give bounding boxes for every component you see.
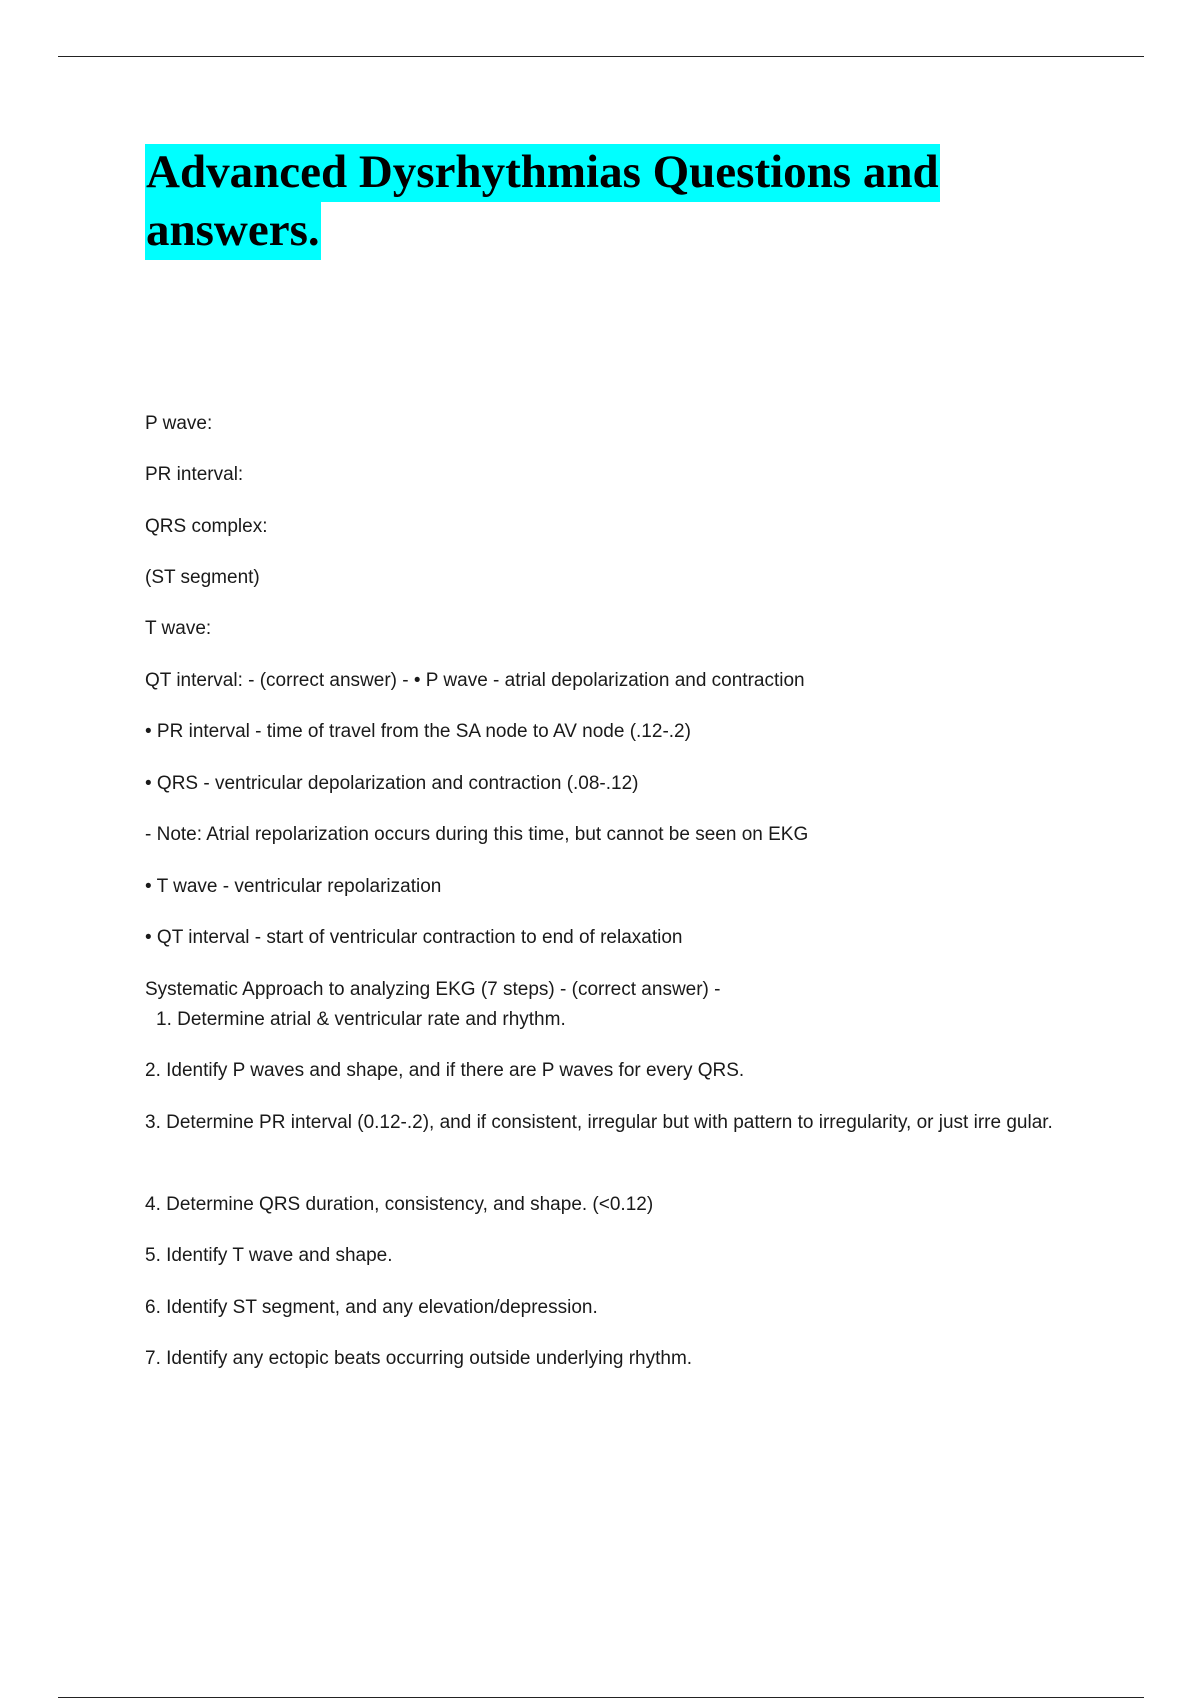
answer-pr-interval: • PR interval - time of travel from the SA node to AV node (.12-.2): [145, 721, 691, 742]
step-1: 1. Determine atrial & ventricular rate and rhythm.: [156, 1009, 566, 1030]
term-p-wave: P wave:: [145, 413, 213, 434]
step-5: 5. Identify T wave and shape.: [145, 1245, 393, 1266]
bottom-rule: [58, 1697, 1144, 1698]
step-4: 4. Determine QRS duration, consistency, and shape. (<0.12): [145, 1194, 654, 1215]
step-6: 6. Identify ST segment, and any elevation/depression.: [145, 1297, 598, 1318]
answer-t-wave: • T wave - ventricular repolarization: [145, 876, 442, 897]
answer-qt-interval: • QT interval - start of ventricular contraction to end of relaxation: [145, 927, 683, 948]
answer-note: - Note: Atrial repolarization occurs during this time, but cannot be seen on EKG: [145, 824, 809, 845]
step-3: 3. Determine PR interval (0.12-.2), and if consistent, irregular but with pattern to irregularity, or just irre gular.: [145, 1112, 1053, 1133]
answer-qrs: • QRS - ventricular depolarization and contraction (.08-.12): [145, 773, 639, 794]
term-pr-interval: PR interval:: [145, 464, 244, 485]
page-title: [145, 143, 1045, 259]
term-st-segment: (ST segment): [145, 567, 260, 588]
top-rule: [58, 56, 1144, 57]
step-2: 2. Identify P waves and shape, and if there are P waves for every QRS.: [145, 1060, 745, 1081]
term-qrs-complex: QRS complex:: [145, 516, 268, 537]
question-systematic-approach: Systematic Approach to analyzing EKG (7 steps) - (correct answer) -: [145, 979, 721, 1000]
step-7: 7. Identify any ectopic beats occurring outside underlying rhythm.: [145, 1348, 693, 1369]
title-highlight: Advanced Dysrhythmias Questions and answers.: [145, 144, 940, 260]
term-qt-interval: QT interval: - (correct answer) - • P wave - atrial depolarization and contraction: [145, 670, 805, 691]
term-t-wave: T wave:: [145, 618, 212, 639]
